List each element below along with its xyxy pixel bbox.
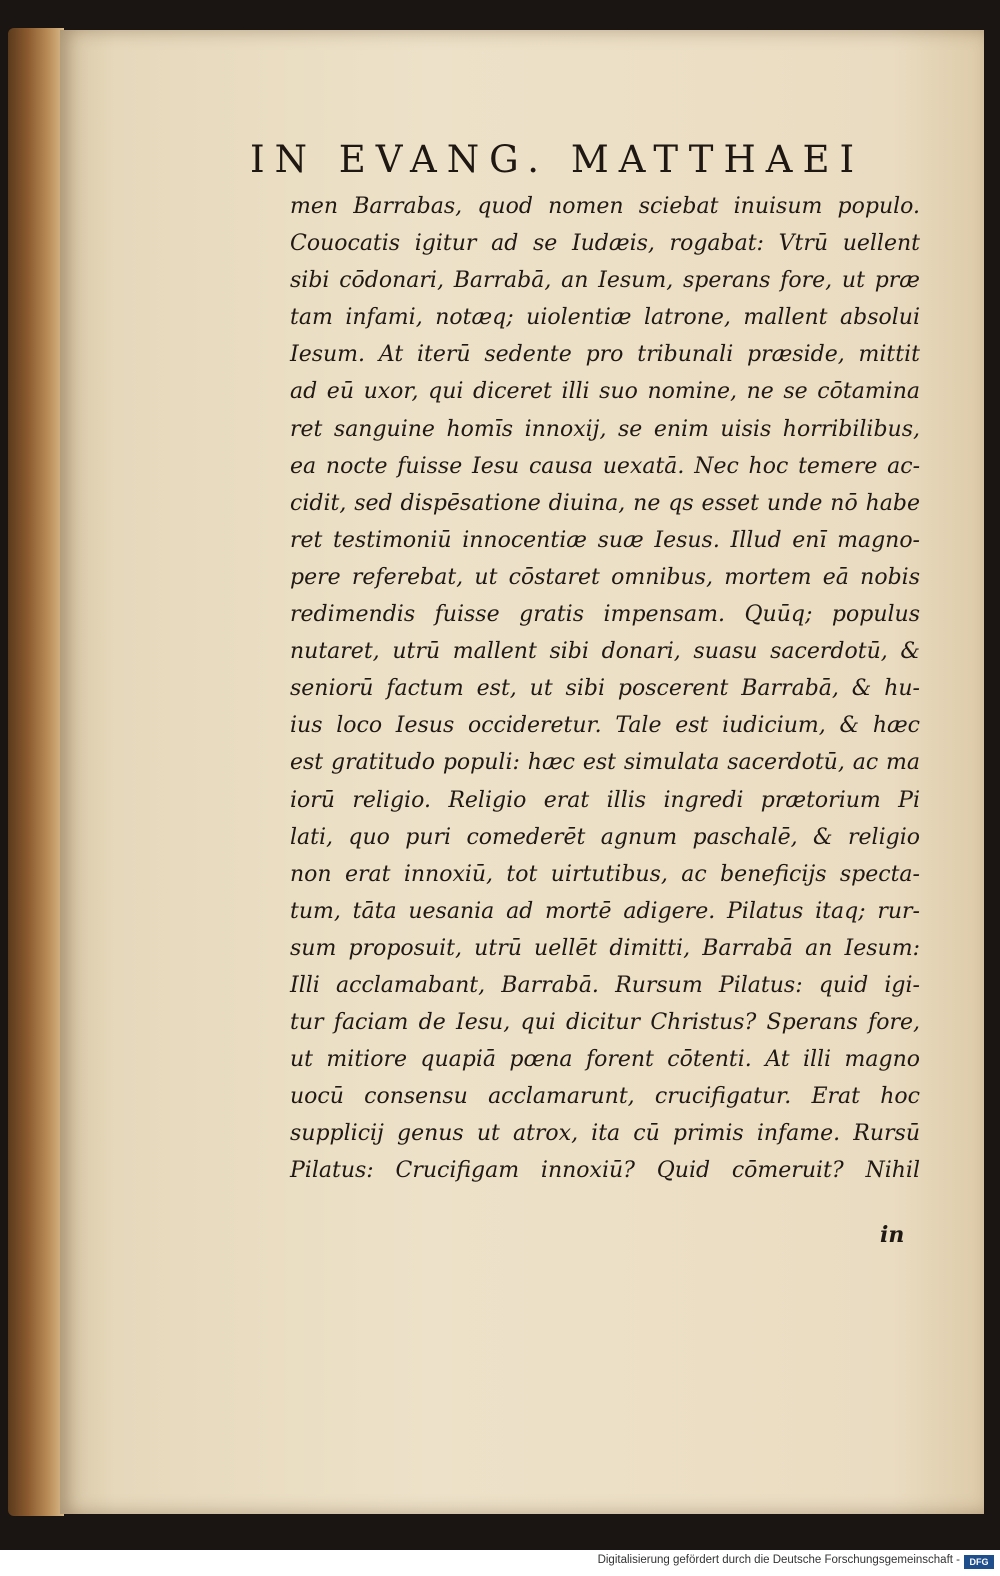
text-line: redimendis fuisse gratis impensam. Quūq; populus bbox=[290, 602, 920, 628]
text-line: Pilatus: Crucifigam innoxiū? Quid cōmeruit? Nihil bbox=[290, 1158, 920, 1184]
text-line: uocū consensu acclamarunt, crucifigatur. Erat hoc bbox=[290, 1084, 920, 1110]
text-line: lati, quo puri comederēt agnum paschalē, & religio bbox=[290, 824, 920, 850]
text-line: nutaret, utrū mallent sibi donari, suasu sacerdotū, & bbox=[290, 639, 920, 665]
text-line: tam infami, notæq; uiolentiæ latrone, mallent absolui bbox=[290, 305, 920, 331]
footer-bar bbox=[0, 1550, 1000, 1576]
catchword: in bbox=[880, 1222, 905, 1248]
text-line: cidit, sed dispēsatione diuina, ne qs esset unde nō habe bbox=[290, 490, 920, 516]
text-line: non erat innoxiū, tot uirtutibus, ac beneficijs specta- bbox=[290, 861, 920, 887]
text-line: Illi acclamabant, Barrabā. Rursum Pilatus: quid igi- bbox=[290, 972, 920, 998]
text-line: tur faciam de Iesu, qui dicitur Christus? Sperans fore, bbox=[290, 1010, 920, 1036]
text-line: sibi cōdonari, Barrabā, an Iesum, sperans fore, ut præ bbox=[290, 268, 920, 294]
text-line: seniorū factum est, ut sibi poscerent Barrabā, & hu- bbox=[290, 676, 920, 702]
text-line: ut mitiore quapiā pœna forent cōtenti. At illi magno bbox=[290, 1047, 920, 1073]
text-line: est gratitudo populi: hæc est simulata sacerdotū, ac ma bbox=[290, 750, 920, 776]
text-line: tum, tāta uesania ad mortē adigere. Pilatus itaq; rur- bbox=[290, 898, 920, 924]
text-block bbox=[290, 188, 920, 1190]
text-line: Couocatis igitur ad se Iudæis, rogabat: Vtrū uellent bbox=[290, 231, 920, 257]
text-line: sum proposuit, utrū uellēt dimitti, Barrabā an Iesum: bbox=[290, 935, 920, 961]
text-line: ret testimoniū innocentiæ suæ Iesus. Illud enī magno- bbox=[290, 527, 920, 553]
book-spine-edge bbox=[8, 28, 64, 1516]
text-line: ea nocte fuisse Iesu causa uexatā. Nec hoc temere ac- bbox=[290, 453, 920, 479]
text-line: Iesum. At iterū sedente pro tribunali præside, mittit bbox=[290, 342, 920, 368]
running-head: IN EVANG. MATTHAEI bbox=[250, 138, 865, 181]
text-line: pere referebat, ut cōstaret omnibus, mortem eā nobis bbox=[290, 564, 920, 590]
dfg-logo[interactable]: DFG bbox=[964, 1555, 994, 1569]
text-line: ret sanguine homīs innoxij, se enim uisis horribilibus, bbox=[290, 416, 920, 442]
text-line: supplicij genus ut atrox, ita cū primis infame. Rursū bbox=[290, 1121, 920, 1147]
funding-credit: Digitalisierung gefördert durch die Deutsche Forschungsgemeinschaft - bbox=[597, 1554, 960, 1566]
text-line: ad eū uxor, qui diceret illi suo nomine, ne se cōtamina bbox=[290, 379, 920, 405]
text-line: ius loco Iesus occideretur. Tale est iudicium, & hæc bbox=[290, 713, 920, 739]
text-line: iorū religio. Religio erat illis ingredi prætorium Pi bbox=[290, 787, 920, 813]
text-line: men Barrabas, quod nomen sciebat inuisum populo. bbox=[290, 194, 920, 219]
